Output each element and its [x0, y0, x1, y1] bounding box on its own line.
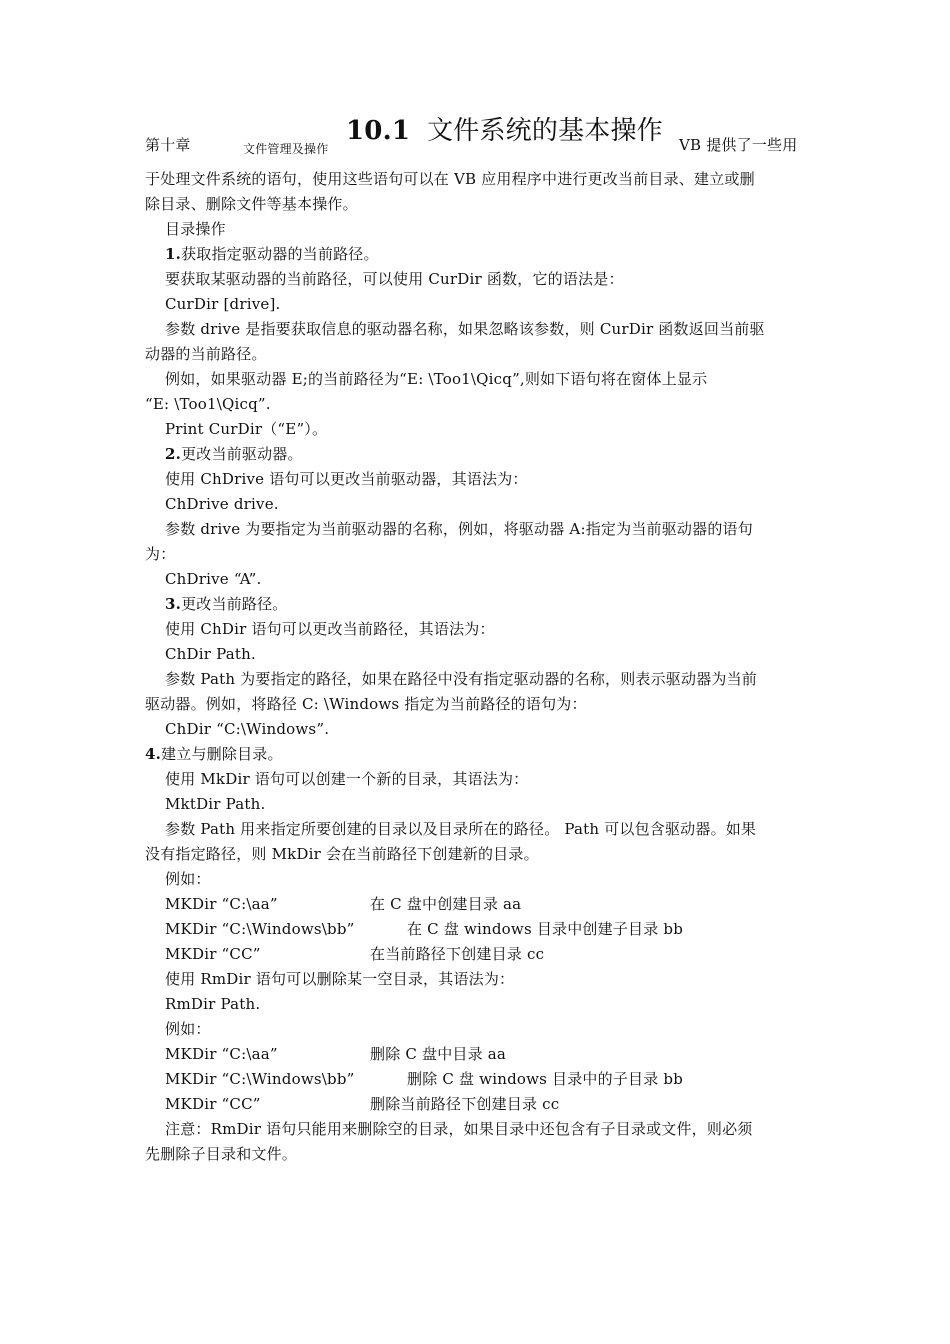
- paragraph: 为：: [145, 545, 176, 563]
- heading-4-number: 4.: [145, 745, 162, 763]
- example-code: MKDir “CC”: [165, 945, 261, 963]
- code-syntax: CurDir [drive].: [165, 295, 281, 313]
- example-row: [165, 944, 545, 964]
- note-paragraph: 注意：RmDir 语句只能用来删除空的目录，如果目录中还包含有子目录或文件，则必须: [165, 1120, 753, 1138]
- paragraph: 没有指定路径，则 MkDir 会在当前路径下创建新的目录。: [145, 845, 539, 863]
- code-example: Print CurDir（“E”）。: [165, 420, 328, 438]
- paragraph: 使用 ChDir 语句可以更改当前路径，其语法为：: [165, 620, 495, 638]
- section-title: 文件系统的基本操作: [427, 116, 663, 146]
- chapter-label: 第十章: [145, 136, 191, 154]
- paragraph: 要获取某驱动器的当前路径，可以使用 CurDir 函数，它的语法是：: [165, 270, 624, 288]
- section-heading: [346, 115, 663, 147]
- intro-line-1: VB 提供了一些用: [679, 136, 798, 154]
- heading-3: [165, 594, 287, 614]
- example-row: [165, 1044, 507, 1064]
- example-description: 在当前路径下创建目录 cc: [370, 945, 545, 963]
- intro-line-2: 于处理文件系统的语句，使用这些语句可以在 VB 应用程序中进行更改当前目录、建立或删: [145, 170, 755, 188]
- example-description: 在 C 盘中创建目录 aa: [370, 895, 522, 913]
- paragraph: 参数 Path 用来指定所要创建的目录以及目录所在的路径。 Path 可以包含驱动器。如果: [165, 820, 757, 838]
- paragraph: 驱动器。例如，将路径 C: \Windows 指定为当前路径的语句为：: [145, 695, 587, 713]
- example-row: [165, 919, 683, 939]
- example-description: 删除 C 盘中目录 aa: [370, 1045, 507, 1063]
- example-code: MKDir “C:\aa”: [165, 895, 278, 913]
- paragraph: 参数 Path 为要指定的路径，如果在路径中没有指定驱动器的名称，则表示驱动器为当前: [165, 670, 757, 688]
- heading-1-number: 1.: [165, 245, 182, 263]
- heading-3-number: 3.: [165, 595, 182, 613]
- example-description: 删除 C 盘 windows 目录中的子目录 bb: [407, 1070, 683, 1088]
- heading-1: [165, 244, 379, 264]
- paragraph: 例如：: [165, 870, 211, 888]
- example-code: MKDir “C:\aa”: [165, 1045, 278, 1063]
- heading-2-number: 2.: [165, 445, 182, 463]
- heading-2: [165, 444, 303, 464]
- example-description: 删除当前路径下创建目录 cc: [370, 1095, 560, 1113]
- chapter-title: 文件管理及操作: [243, 142, 329, 156]
- note-paragraph: 先删除子目录和文件。: [145, 1145, 298, 1163]
- code-syntax: RmDir Path.: [165, 995, 261, 1013]
- paragraph: 使用 RmDir 语句可以删除某一空目录，其语法为：: [165, 970, 515, 988]
- example-code: MKDir “C:\Windows\bb”: [165, 1070, 355, 1088]
- paragraph: 例如：: [165, 1020, 211, 1038]
- heading-4-text: 建立与删除目录。: [161, 745, 283, 763]
- heading-3-text: 更改当前路径。: [181, 595, 288, 613]
- heading-2-text: 更改当前驱动器。: [181, 445, 303, 463]
- intro-line-3: 除目录、删除文件等基本操作。: [145, 195, 358, 213]
- code-syntax: MktDir Path.: [165, 795, 266, 813]
- paragraph: 参数 drive 是指要获取信息的驱动器名称，如果忽略该参数，则 CurDir 函数返回当前驱: [165, 320, 765, 338]
- heading-1-text: 获取指定驱动器的当前路径。: [181, 245, 379, 263]
- example-row: [165, 1069, 683, 1089]
- example-code: MKDir “C:\Windows\bb”: [165, 920, 355, 938]
- code-example: ChDrive “A”.: [165, 570, 262, 588]
- paragraph: 例如，如果驱动器 E;的当前路径为“E: \Too1\Qicq”,则如下语句将在窗体上显示: [165, 370, 708, 388]
- code-example: ChDir “C:\Windows”.: [165, 720, 330, 738]
- section-number: 10.1: [346, 116, 411, 146]
- example-code: MKDir “CC”: [165, 1095, 261, 1113]
- code-syntax: ChDir Path.: [165, 645, 256, 663]
- paragraph: 使用 ChDrive 语句可以更改当前驱动器，其语法为：: [165, 470, 528, 488]
- example-row: [165, 1094, 560, 1114]
- code-syntax: ChDrive drive.: [165, 495, 279, 513]
- heading-4: [145, 744, 283, 764]
- example-row: [165, 894, 522, 914]
- example-description: 在 C 盘 windows 目录中创建子目录 bb: [407, 920, 683, 938]
- subheading-dir-ops: 目录操作: [165, 220, 226, 238]
- paragraph: 动器的当前路径。: [145, 345, 267, 363]
- paragraph: “E: \Too1\Qicq”.: [145, 395, 271, 413]
- paragraph: 使用 MkDir 语句可以创建一个新的目录，其语法为：: [165, 770, 529, 788]
- paragraph: 参数 drive 为要指定为当前驱动器的名称，例如，将驱动器 A:指定为当前驱动器的语句: [165, 520, 753, 538]
